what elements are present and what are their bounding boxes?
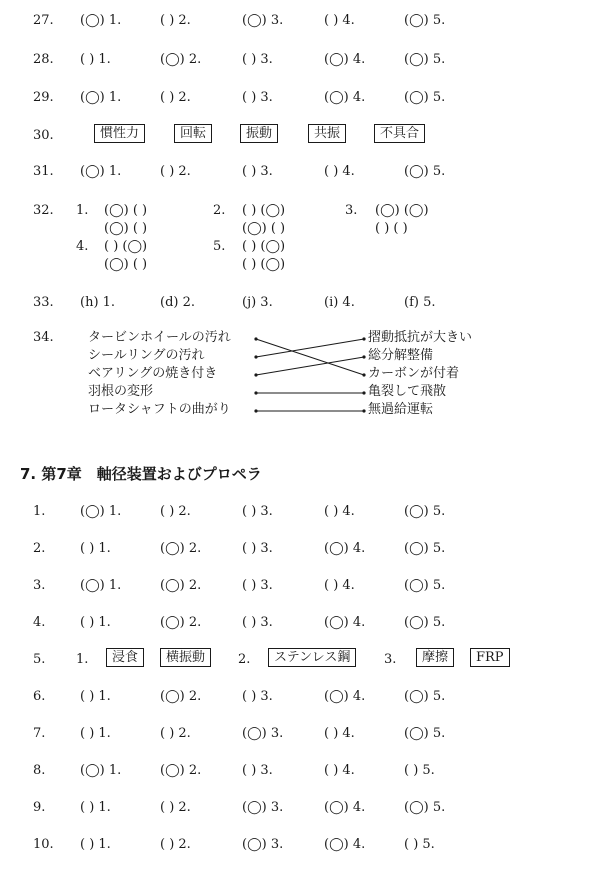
answer-pair: ( ) (◯) — [242, 257, 286, 272]
match-endpoint — [254, 337, 257, 340]
answer-item: ( ) 1. — [80, 615, 111, 630]
answer-pair: (◯) ( ) — [104, 257, 148, 272]
answer-item: (◯) 2. — [160, 541, 202, 556]
answer-box: FRP — [470, 648, 510, 667]
answer-item: ( ) 2. — [160, 164, 191, 179]
answer-item: (◯) 1. — [80, 90, 122, 105]
answer-box: 浸食 — [106, 648, 144, 667]
left-item: ロータシャフトの曲がり — [88, 402, 231, 417]
answer-box: 回転 — [174, 124, 212, 143]
answer-item: ( ) 3. — [242, 90, 273, 105]
sub-label: 5. — [213, 239, 226, 254]
answer-pair: (◯) ( ) — [104, 203, 148, 218]
answer-item: (d) 2. — [160, 295, 196, 310]
answer-box: 慣性力 — [94, 124, 145, 143]
answer-item: (◯) 4. — [324, 615, 366, 630]
question-number: 31. — [33, 164, 54, 179]
right-item: カーボンが付着 — [368, 366, 460, 381]
answer-item: (◯) 5. — [404, 13, 446, 28]
match-endpoint — [362, 409, 365, 412]
question-number: 34. — [33, 330, 54, 345]
match-endpoint — [254, 373, 257, 376]
answer-item: ( ) 2. — [160, 726, 191, 741]
question-number: 1. — [33, 504, 46, 519]
question-number: 7. — [33, 726, 46, 741]
answer-item: (◯) 1. — [80, 763, 122, 778]
answer-item: (◯) 5. — [404, 800, 446, 815]
answer-item: ( ) 1. — [80, 726, 111, 741]
right-item: 亀裂して飛散 — [368, 384, 447, 399]
answer-item: (◯) 3. — [242, 726, 284, 741]
answer-item: ( ) 1. — [80, 800, 111, 815]
left-item: ベアリングの焼き付き — [88, 366, 218, 381]
answer-item: ( ) 4. — [324, 504, 355, 519]
match-endpoint — [362, 391, 365, 394]
match-endpoint — [362, 355, 365, 358]
answer-item: (◯) 5. — [404, 689, 446, 704]
match-endpoint — [362, 373, 365, 376]
answer-box: 振動 — [240, 124, 278, 143]
answer-item: (◯) 1. — [80, 504, 122, 519]
question-number: 6. — [33, 689, 46, 704]
answer-item: ( ) 3. — [242, 164, 273, 179]
question-number: 3. — [33, 578, 46, 593]
answer-item: (◯) 2. — [160, 578, 202, 593]
question-number: 27. — [33, 13, 54, 28]
answer-item: ( ) 1. — [80, 689, 111, 704]
answer-item: ( ) 5. — [404, 763, 435, 778]
answer-item: (◯) 5. — [404, 615, 446, 630]
answer-box: 横振動 — [160, 648, 211, 667]
answer-item: (◯) 2. — [160, 52, 202, 67]
match-endpoint — [254, 409, 257, 412]
answer-item: ( ) 1. — [80, 52, 111, 67]
answer-pair: ( ) ( ) — [375, 221, 408, 236]
answer-item: (◯) 4. — [324, 52, 366, 67]
answer-box: ステンレス鋼 — [268, 648, 356, 667]
sub-label: 2. — [213, 203, 226, 218]
answer-item: ( ) 4. — [324, 578, 355, 593]
answer-item: (◯) 2. — [160, 763, 202, 778]
right-item: 総分解整備 — [368, 348, 434, 363]
answer-item: ( ) 3. — [242, 615, 273, 630]
answer-item: ( ) 1. — [80, 837, 111, 852]
answer-item: ( ) 4. — [324, 726, 355, 741]
answer-item: ( ) 2. — [160, 504, 191, 519]
right-item: 摺動抵抗が大きい — [368, 330, 473, 345]
answer-pair: (◯) (◯) — [375, 203, 429, 218]
answer-item: ( ) 4. — [324, 13, 355, 28]
match-endpoint — [254, 355, 257, 358]
question-number: 32. — [33, 203, 54, 218]
answer-item: ( ) 2. — [160, 13, 191, 28]
question-number: 5. — [33, 652, 46, 667]
question-number: 28. — [33, 52, 54, 67]
answer-item: (j) 3. — [242, 295, 273, 310]
sub-label: 1. — [76, 203, 89, 218]
answer-item: (◯) 1. — [80, 13, 122, 28]
answer-box: 摩擦 — [416, 648, 454, 667]
left-item: タービンホイールの汚れ — [88, 330, 231, 345]
answer-item: (h) 1. — [80, 295, 116, 310]
left-item: シールリングの汚れ — [88, 348, 205, 363]
answer-pair: (◯) ( ) — [104, 221, 148, 236]
answer-pair: ( ) (◯) — [242, 203, 286, 218]
answer-item: (◯) 4. — [324, 541, 366, 556]
answer-item: ( ) 4. — [324, 164, 355, 179]
answer-item: (f) 5. — [404, 295, 436, 310]
question-number: 10. — [33, 837, 54, 852]
answer-item: (i) 4. — [324, 295, 355, 310]
answer-item: (◯) 4. — [324, 90, 366, 105]
match-line — [256, 357, 364, 375]
answer-item: (◯) 5. — [404, 726, 446, 741]
question-number: 9. — [33, 800, 46, 815]
section-heading: 7. 第7章 軸径装置およびプロペラ — [20, 465, 262, 483]
right-item: 無過給運転 — [368, 402, 434, 417]
answer-item: (◯) 4. — [324, 689, 366, 704]
answer-item: ( ) 4. — [324, 763, 355, 778]
sub-label: 1. — [76, 652, 89, 667]
answer-item: ( ) 3. — [242, 689, 273, 704]
answer-item: (◯) 5. — [404, 578, 446, 593]
question-number: 33. — [33, 295, 54, 310]
answer-item: (◯) 2. — [160, 615, 202, 630]
sub-label: 3. — [384, 652, 397, 667]
question-number: 4. — [33, 615, 46, 630]
answer-item: ( ) 3. — [242, 578, 273, 593]
answer-pair: ( ) (◯) — [242, 239, 286, 254]
sub-label: 4. — [76, 239, 89, 254]
match-line — [256, 339, 364, 375]
answer-item: ( ) 3. — [242, 541, 273, 556]
answer-box: 共振 — [308, 124, 346, 143]
answer-item: (◯) 5. — [404, 541, 446, 556]
answer-item: (◯) 4. — [324, 800, 366, 815]
question-number: 2. — [33, 541, 46, 556]
answer-item: (◯) 4. — [324, 837, 366, 852]
answer-item: (◯) 3. — [242, 13, 284, 28]
answer-item: (◯) 2. — [160, 689, 202, 704]
answer-item: (◯) 5. — [404, 90, 446, 105]
answer-box: 不具合 — [374, 124, 425, 143]
answer-item: (◯) 5. — [404, 52, 446, 67]
answer-item: (◯) 3. — [242, 800, 284, 815]
answer-item: ( ) 2. — [160, 837, 191, 852]
answer-pair: (◯) ( ) — [242, 221, 286, 236]
answer-item: ( ) 2. — [160, 800, 191, 815]
left-item: 羽根の変形 — [88, 384, 154, 399]
answer-item: ( ) 3. — [242, 763, 273, 778]
sub-label: 2. — [238, 652, 251, 667]
answer-item: ( ) 5. — [404, 837, 435, 852]
answer-item: ( ) 3. — [242, 52, 273, 67]
answer-item: ( ) 3. — [242, 504, 273, 519]
match-endpoint — [254, 391, 257, 394]
match-line — [256, 339, 364, 357]
answer-item: ( ) 1. — [80, 541, 111, 556]
answer-item: ( ) 2. — [160, 90, 191, 105]
answer-pair: ( ) (◯) — [104, 239, 148, 254]
answer-item: (◯) 3. — [242, 837, 284, 852]
match-endpoint — [362, 337, 365, 340]
question-number: 29. — [33, 90, 54, 105]
question-number: 30. — [33, 128, 54, 143]
answer-item: (◯) 1. — [80, 578, 122, 593]
sub-label: 3. — [345, 203, 358, 218]
answer-item: (◯) 5. — [404, 504, 446, 519]
answer-item: (◯) 5. — [404, 164, 446, 179]
question-number: 8. — [33, 763, 46, 778]
answer-item: (◯) 1. — [80, 164, 122, 179]
